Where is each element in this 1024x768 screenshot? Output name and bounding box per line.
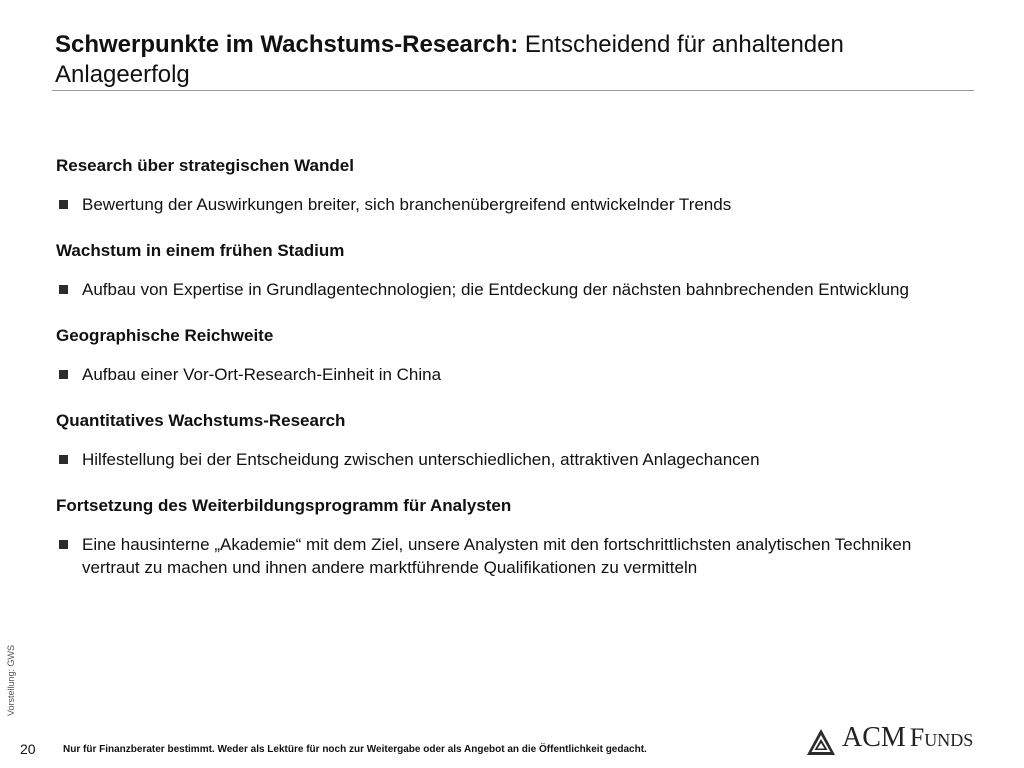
square-bullet-icon <box>59 200 68 209</box>
section-quantitative-research <box>56 410 966 471</box>
bullet-text: Aufbau von Expertise in Grundlagentechnologien; die Entdeckung der nächsten bahnbrechenden Entwicklung <box>82 280 909 299</box>
bullet-item <box>56 533 966 579</box>
bullet-text: Bewertung der Auswirkungen breiter, sich branchenübergreifend entwickelnder Trends <box>82 195 732 214</box>
square-bullet-icon <box>59 455 68 464</box>
section-heading: Fortsetzung des Weiterbildungsprogramm für Analysten <box>56 496 512 515</box>
slide-content <box>56 155 966 603</box>
bullet-item <box>56 448 966 471</box>
slide-title-bold: Schwerpunkte im Wachstums-Research: <box>55 31 519 58</box>
square-bullet-icon <box>59 370 68 379</box>
acm-mountain-logo-icon <box>806 728 836 756</box>
section-heading: Quantitatives Wachstums-Research <box>56 411 346 430</box>
section-analyst-training <box>56 495 966 579</box>
side-note: Vorstellung: GWS <box>6 644 16 716</box>
bullet-item <box>56 363 966 386</box>
square-bullet-icon <box>59 540 68 549</box>
bullet-text: Eine hausinterne „Akademie“ mit dem Ziel, unsere Analysten mit den fortschrittlichsten analytischen Techniken vertraut zu machen und ihnen andere marktführende Qualifikationen zu vermitteln <box>82 535 912 577</box>
section-heading: Geographische Reichweite <box>56 326 274 345</box>
bullet-text: Hilfestellung bei der Entscheidung zwischen unterschiedlichen, attraktiven Anlagechancen <box>82 450 760 469</box>
section-heading: Wachstum in einem frühen Stadium <box>56 241 345 260</box>
logo-acm: ACM <box>842 722 906 753</box>
bullet-item <box>56 193 966 216</box>
logo-wordmark <box>842 724 973 756</box>
bullet-text: Aufbau einer Vor-Ort-Research-Einheit in China <box>82 365 442 384</box>
section-heading: Research über strategischen Wandel <box>56 156 354 175</box>
logo-funds: Funds <box>909 723 974 752</box>
square-bullet-icon <box>59 285 68 294</box>
section-early-growth <box>56 240 966 301</box>
section-geographic-reach <box>56 325 966 386</box>
disclaimer: Nur für Finanzberater bestimmt. Weder als Lektüre für noch zur Weitergabe oder als Angebot an die Öffentlichkeit gedacht. <box>63 744 647 755</box>
page-number: 20 <box>20 741 36 757</box>
acm-funds-logo <box>806 724 973 756</box>
section-strategic-change <box>56 155 966 216</box>
bullet-item <box>56 278 966 301</box>
title-divider <box>52 90 974 91</box>
slide-title <box>55 30 975 90</box>
slide-title-rest: Entscheidend für anhaltenden Anlageerfolg <box>55 31 844 88</box>
slide-title-block <box>55 30 975 90</box>
